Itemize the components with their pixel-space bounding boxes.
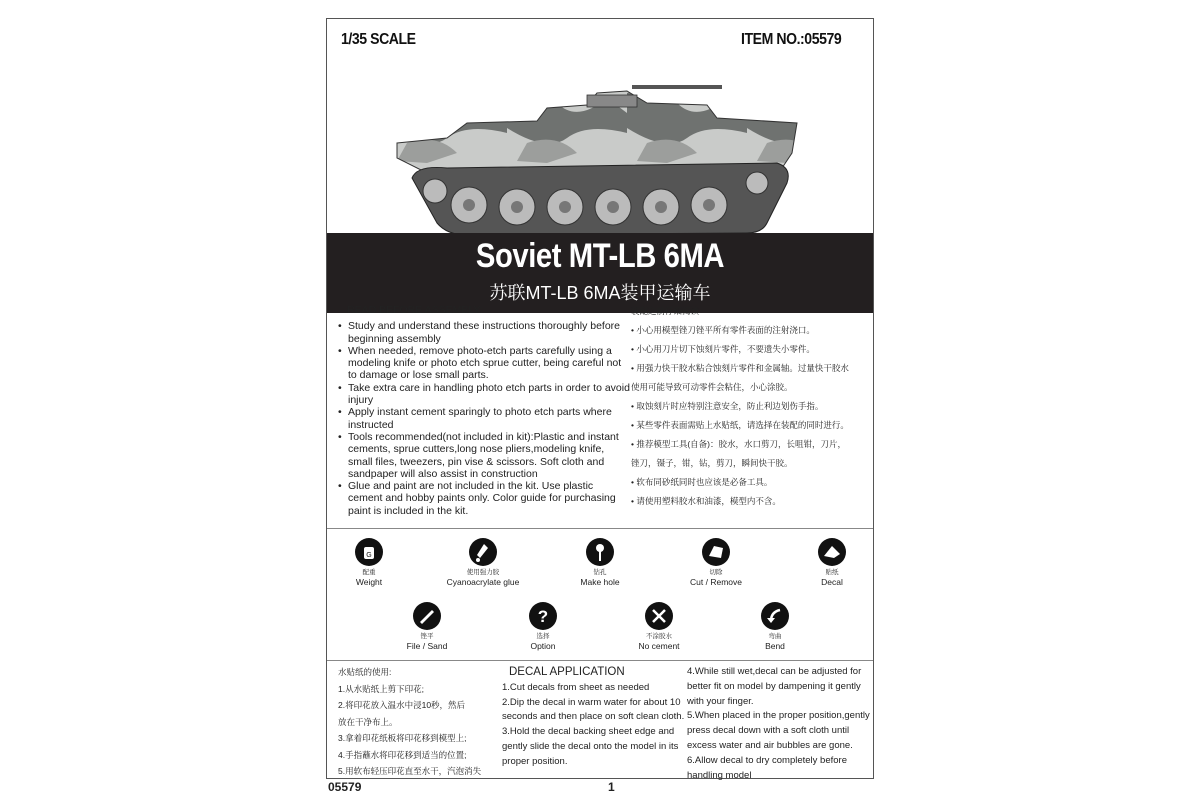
instructions-en <box>338 304 630 517</box>
instruction-item: • Tools recommended(not included in kit):Plastic and instant cements, sprue cutters,long nose pliers,modeling knife, small files, tweezers, pin vise & scissors. Soft cloth and sandpaper will also assist in construction <box>338 431 630 480</box>
instruction-item: • When needed, remove photo-etch parts carefully using a modeling knife or photo etch sprue cutter, being careful not to damage or lose small parts. <box>338 345 630 382</box>
question-icon <box>529 602 557 630</box>
decal-icon <box>818 538 846 566</box>
instruction-cn-line: • 请使用塑料胶水和油漆，模型内不含。 <box>631 496 781 506</box>
legend-decal: 贴纸 Decal <box>777 538 887 587</box>
instructions-cn-heading: 装配之前仔细阅读 <box>631 306 700 316</box>
file-icon <box>413 602 441 630</box>
instruction-item: • Take extra care in handling photo etch parts in order to avoid injury <box>338 382 630 407</box>
instructions-heading: READ BEFORE ASSEMBLY: <box>347 304 483 316</box>
legend-drill: 钻孔 Make hole <box>545 538 655 587</box>
model-title: Soviet MT-LB 6MA <box>475 237 725 275</box>
legend-no-cement: 不涂胶水 No cement <box>604 602 714 651</box>
instruction-cn-line: • 小心用模型锉刀锉平所有零件表面的注射浇口。 <box>631 325 815 335</box>
tank-illustration <box>387 83 807 243</box>
item-number: ITEM NO.:05579 <box>741 31 842 48</box>
decal-instructions-cn: 水贴纸的使用: 1.从水贴纸上剪下印花; 2.将印花放入温水中浸10秒，然后 放在干净布上。 3.拿着印花纸板将印花移到模型上; 4.手指蘸水将印花移到适当的位置; 5.用软布轻压印花直至水干，汽泡消失 <box>338 664 508 780</box>
legend-file: 锉平 File / Sand <box>372 602 482 651</box>
svg-text:G: G <box>366 552 372 559</box>
instruction-cn-line: • 用强力快干胶水粘合蚀刻片零件和金属轴。过量快干胶水 <box>631 363 849 373</box>
legend-weight: G 配重 Weight <box>314 538 424 587</box>
title-band <box>327 233 873 313</box>
weight-icon <box>355 538 383 566</box>
instruction-cn-line: 锉刀，镊子，钳，钻，剪刀，瞬间快干胶。 <box>631 458 793 468</box>
legend-option: ? 选择 Option <box>488 602 598 651</box>
model-title-cn: 苏联MT-LB 6MA装甲运输车 <box>489 283 711 303</box>
glue-icon <box>469 538 497 566</box>
legend-glue: 使用强力胶 Cyanoacrylate glue <box>428 538 538 587</box>
section-divider <box>327 528 873 529</box>
instruction-item: • Glue and paint are not included in the kit. Use plastic cement and hobby paints only. Color guide for purchasing paint is included in the kit. <box>338 480 630 517</box>
decal-instructions-en-2: 4.While still wet,decal can be adjusted for better fit on model by dampening it gently with your finger. 5.When placed in the proper position,gently press decal down with a soft cloth until excess water and air bubbles are gone. 6.Allow decal to dry completely before handling model <box>687 666 870 781</box>
section-divider <box>327 660 873 661</box>
instruction-cn-line: • 软布同砂纸同时也应该是必备工具。 <box>631 477 773 487</box>
decal-heading: DECAL APPLICATION <box>509 666 625 678</box>
instruction-cn-line: • 某些零件表面需贴上水贴纸，请选择在装配的同时进行。 <box>631 420 849 430</box>
instruction-cn-line: • 推荐模型工具(自备)：胶水，水口剪刀，长咀钳，刀片， <box>631 439 847 449</box>
drill-icon <box>586 538 614 566</box>
legend-cut: 切除 Cut / Remove <box>661 538 771 587</box>
footer-item-number: 05579 <box>328 780 362 794</box>
instruction-item: • Study and understand these instructions thoroughly before beginning assembly <box>338 320 630 345</box>
instruction-item: • Apply instant cement sparingly to photo etch parts where instructed <box>338 406 630 431</box>
instructions-cn <box>631 302 871 511</box>
legend-bend: 弯曲 Bend <box>720 602 830 651</box>
decal-cn-heading: 水贴纸的使用: <box>338 667 392 677</box>
instruction-sheet <box>326 18 874 779</box>
decal-instructions-en: DECAL APPLICATION 1.Cut decals from sheet as needed 2.Dip the decal in warm water for about 10 seconds and then place on soft clean cloth. 3.Hold the decal backing sheet edge and gently slide the decal onto the model in its proper position. <box>502 665 687 770</box>
instruction-cn-line: 使用可能导致可动零件会粘住，小心涂胶。 <box>631 382 793 392</box>
cut-icon <box>702 538 730 566</box>
page-number: 1 <box>608 780 615 794</box>
scale-label: 1/35 SCALE <box>341 31 416 48</box>
instruction-cn-line: • 小心用刀片切下蚀刻片零件，不要遗失小零件。 <box>631 344 815 354</box>
no-cement-icon <box>645 602 673 630</box>
instruction-cn-line: • 取蚀刻片时应特别注意安全，防止利边划伤手指。 <box>631 401 824 411</box>
svg-text:?: ? <box>537 607 549 626</box>
bend-icon <box>761 602 789 630</box>
